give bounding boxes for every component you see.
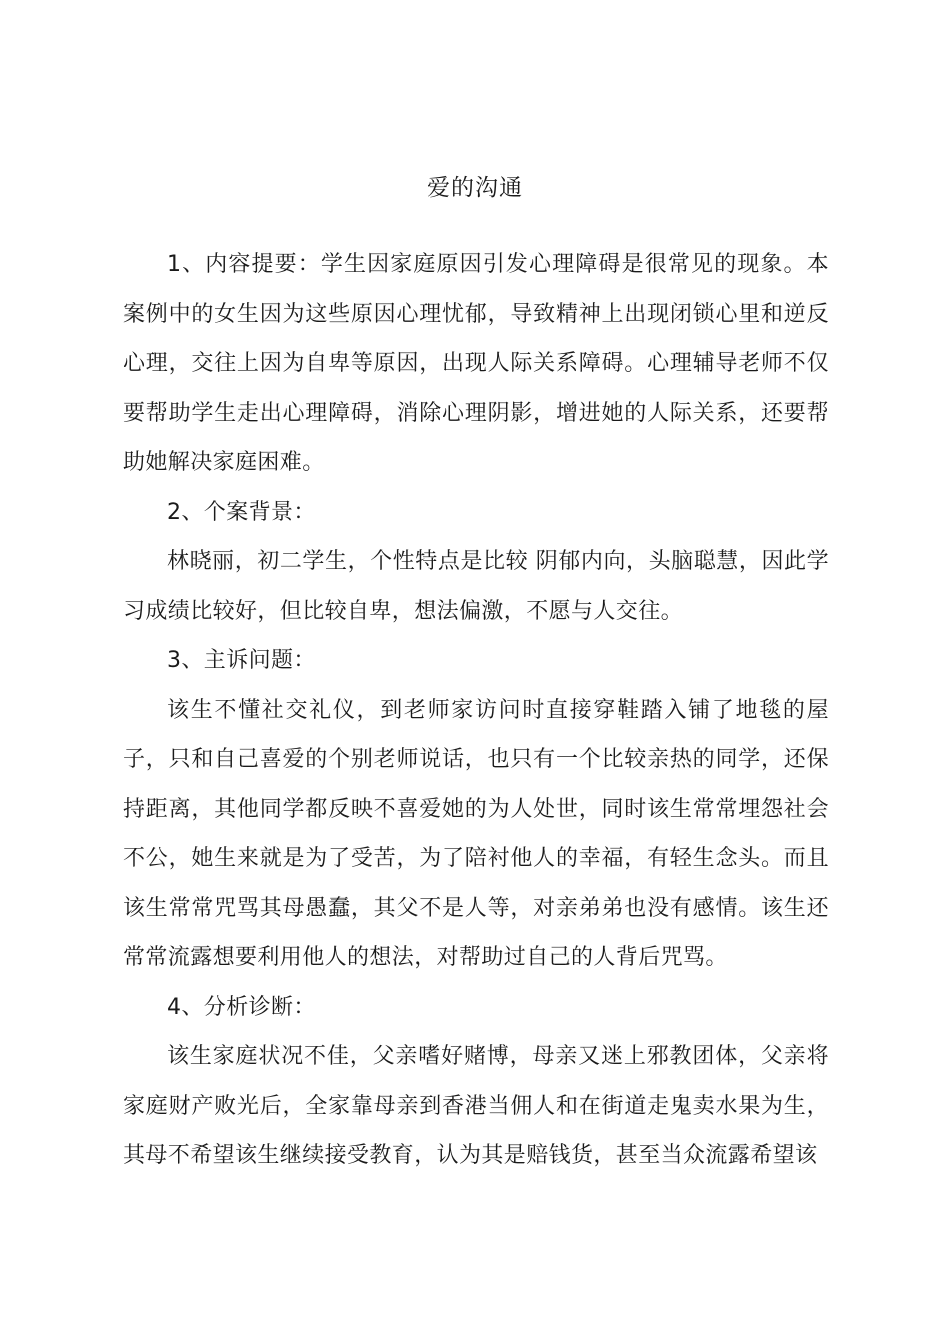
paragraph-analysis-diagnosis: 该生家庭状况不佳，父亲嗜好赌博，母亲又迷上邪教团体，父亲将家庭财产败光后，全家靠母亲到香港当佣人和在街道走鬼卖水果为生，其母不希望该生继续接受教育，认为其是赔钱货，甚至当众流露希望该 bbox=[123, 1044, 829, 1168]
document-body bbox=[123, 240, 829, 1181]
paragraph-summary: 1、内容提要：学生因家庭原因引发心理障碍是很常见的现象。本案例中的女生因为这些原因心理忧郁，导致精神上出现闭锁心里和逆反心理，交往上因为自卑等原因，出现人际关系障碍。心理辅导老师不仅要帮助学生走出心理障碍，消除心理阴影，增进她的人际关系，还要帮助她解决家庭困难。 bbox=[123, 252, 829, 475]
heading-case-background: 2、个案背景： bbox=[167, 499, 316, 525]
paragraph-case-background: 林晓丽，初二学生，个性特点是比较 阴郁内向，头脑聪慧，因此学习成绩比较好，但比较自卑，想法偏激，不愿与人交往。 bbox=[123, 549, 829, 624]
heading-main-complaint: 3、主诉问题： bbox=[167, 648, 316, 673]
document-title: 爱的沟通 bbox=[427, 175, 523, 201]
paragraph-main-complaint: 该生不懂社交礼仪，到老师家访问时直接穿鞋踏入铺了地毯的屋子，只和自己喜爱的个别老师说话，也只有一个比较亲热的同学，还保持距离，其他同学都反映不喜爱她的为人处世，同时该生常常埋怨社会不公，她生来就是为了受苦，为了陪衬他人的幸福，有轻生念头。而且该生常常咒骂其母愚蠢，其父不是人等，对亲弟弟也没有感情。该生还常常流露想要利用他人的想法，对帮助过自己的人背后咒骂。 bbox=[123, 697, 829, 970]
heading-analysis-diagnosis: 4、分析诊断： bbox=[167, 994, 316, 1020]
